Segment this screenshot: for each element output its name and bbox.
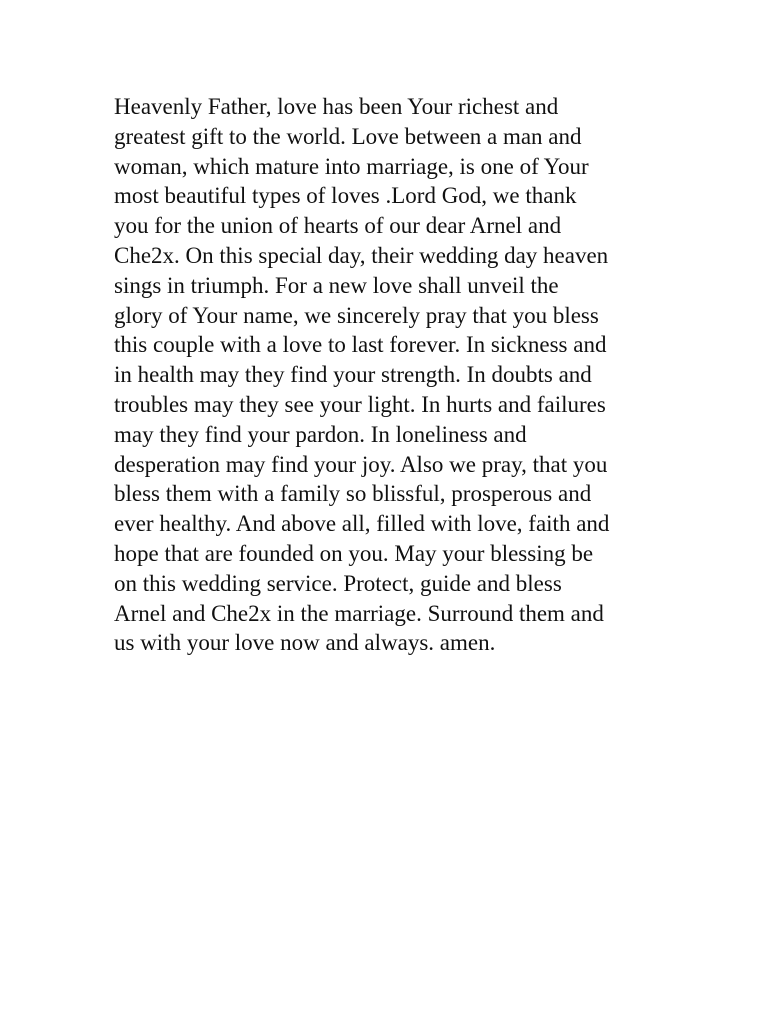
text-line: desperation may find your joy. Also we pray, that you <box>114 451 608 477</box>
text-line: us with your love now and always. amen. <box>114 630 496 656</box>
text-line: bless them with a family so blissful, prosperous and <box>114 481 592 507</box>
text-line: on this wedding service. Protect, guide and bless <box>114 570 562 596</box>
text-line: most beautiful types of loves .Lord God, we thank <box>114 183 577 209</box>
text-line: this couple with a love to last forever. In sickness and <box>114 332 607 358</box>
text-line: troubles may they see your light. In hurts and failures <box>114 391 606 417</box>
text-line: Che2x. On this special day, their wedding day heaven <box>114 242 609 268</box>
text-line: glory of Your name, we sincerely pray that you bless <box>114 302 599 328</box>
text-line: you for the union of hearts of our dear Arnel and <box>114 213 562 239</box>
text-line: Arnel and Che2x in the marriage. Surround them and <box>114 600 604 626</box>
text-line: sings in triumph. For a new love shall unveil the <box>114 272 559 298</box>
text-line: hope that are founded on you. May your blessing be <box>114 540 594 566</box>
prayer-paragraph <box>114 92 674 658</box>
text-line: may they find your pardon. In loneliness and <box>114 421 527 447</box>
text-line: Heavenly Father, love has been Your richest and <box>114 94 559 119</box>
text-line: ever healthy. And above all, filled with love, faith and <box>114 511 610 537</box>
text-line: woman, which mature into marriage, is one of Your <box>114 153 589 179</box>
text-line: greatest gift to the world. Love between a man and <box>114 123 582 149</box>
text-line: in health may they find your strength. In doubts and <box>114 362 592 388</box>
